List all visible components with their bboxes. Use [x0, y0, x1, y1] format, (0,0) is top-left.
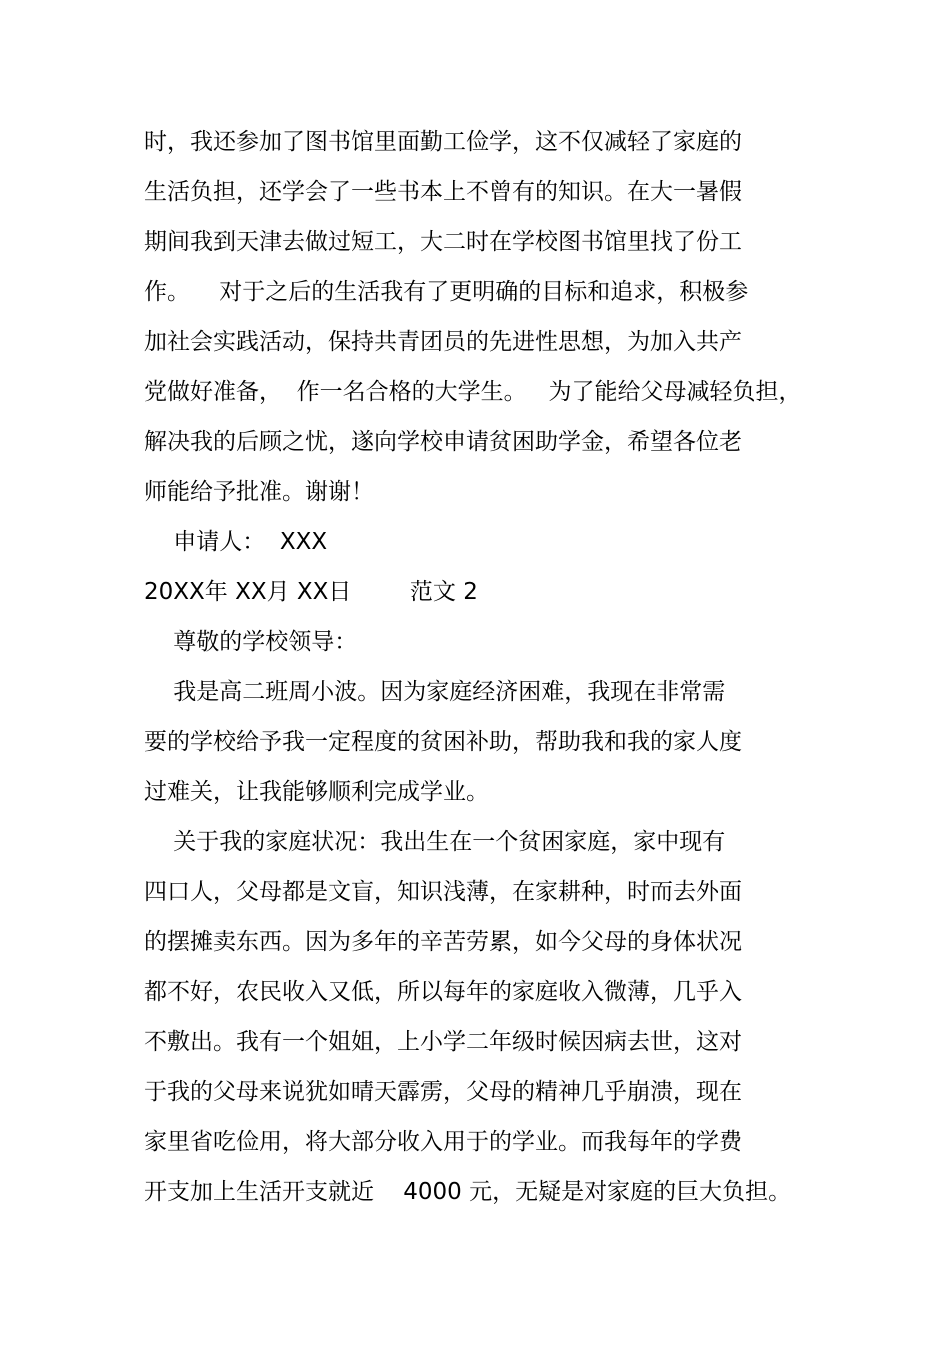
paragraph-line: 期间我到天津去做过短工，大二时在学校图书馆里找了份工: [144, 229, 742, 255]
paragraph-line: 作。 对于之后的生活我有了更明确的目标和追求，积极参: [144, 279, 749, 305]
paragraph-line: 要的学校给予我一定程度的贫困补助，帮助我和我的家人度: [144, 729, 742, 755]
paragraph-line: 四口人，父母都是文盲，知识浅薄，在家耕种，时而去外面: [144, 879, 742, 905]
date-and-sample-heading: 20XX年 XX月 XX日 范文 2: [144, 579, 478, 605]
paragraph-line: 生活负担，还学会了一些书本上不曾有的知识。在大一暑假: [144, 179, 742, 205]
applicant-signature: 申请人： XXX: [144, 529, 328, 555]
salutation: 尊敬的学校领导：: [144, 629, 358, 655]
paragraph-line: 我是高二班周小波。因为家庭经济困难，我现在非常需: [144, 679, 726, 705]
paragraph-line: 加社会实践活动，保持共青团员的先进性思想，为加入共产: [144, 329, 742, 355]
paragraph-line: 过难关，让我能够顺利完成学业。: [144, 779, 489, 805]
paragraph-line: 的摆摊卖东西。因为多年的辛苦劳累，如今父母的身体状况: [144, 929, 742, 955]
paragraph-line: 时，我还参加了图书馆里面勤工俭学，这不仅减轻了家庭的: [144, 129, 742, 155]
paragraph-line: 解决我的后顾之忧，遂向学校申请贫困助学金，希望各位老: [144, 429, 742, 455]
paragraph-line: 党做好准备， 作一名合格的大学生。 为了能给父母减轻负担，: [144, 379, 802, 405]
paragraph-line: 师能给予批准。谢谢！: [144, 479, 374, 505]
paragraph-line: 都不好，农民收入又低，所以每年的家庭收入微薄，几乎入: [144, 979, 742, 1005]
paragraph-line: 家里省吃俭用，将大部分收入用于的学业。而我每年的学费: [144, 1129, 742, 1155]
paragraph-line: 关于我的家庭状况：我出生在一个贫困家庭，家中现有: [144, 829, 726, 855]
paragraph-line: 不敷出。我有一个姐姐，上小学二年级时候因病去世，这对: [144, 1029, 742, 1055]
paragraph-line: 于我的父母来说犹如晴天霹雳，父母的精神几乎崩溃，现在: [144, 1079, 742, 1105]
paragraph-line: 开支加上生活开支就近 4000 元，无疑是对家庭的巨大负担。: [144, 1179, 792, 1205]
